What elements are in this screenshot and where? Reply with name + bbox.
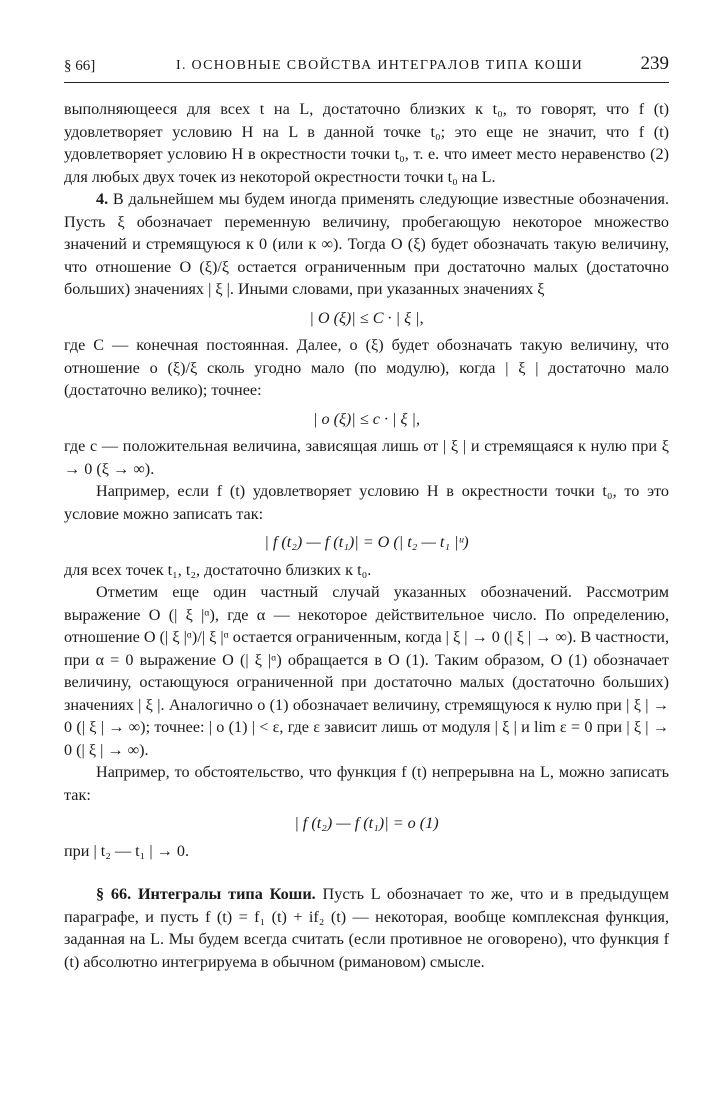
formula-4: | f (t₂) — f (t₁)| = o (1) xyxy=(294,814,439,832)
item-number: 4. xyxy=(96,190,109,208)
header-rule xyxy=(64,82,669,83)
header-title: I. ОСНОВНЫЕ СВОЙСТВА ИНТЕГРАЛОВ ТИПА КОШИ xyxy=(176,58,584,73)
paragraph-6: для всех точек t₁, t₂, достаточно близких к t₀. xyxy=(64,560,372,579)
paragraph-4: где c — положительная величина, зависящая лишь от | ξ | и стремящаяся к нулю при ξ → 0 (ξ → ∞). xyxy=(64,437,669,478)
paragraph-3: где C — конечная постоянная. Далее, o (ξ) будет обозначать такую величину, что отношение o (ξ)/ξ сколь угодно мало (по модулю), когда | ξ | достаточно мало (достаточно велико); точнее: xyxy=(64,336,669,399)
book-page xyxy=(64,52,670,971)
paragraph-7: Отметим еще один частный случай указанных обозначений. Рассмотрим выражение O (| ξ |ᵅ), где α — некоторое действительное число. По определению, отношение O (| ξ |ᵅ)/| ξ |ᵅ остается ограниченным, когда | ξ | → 0 (| ξ | → ∞). В частности, при α = 0 выражение O (| ξ |ᵅ) обращается в O (1). Таким образом, O (1) обозначает величину, остающуюся ограниченной при достаточно малых (достаточно больших) значениях | ξ |. Аналогично o (1) обозначает величину, стремящуюся к нулю при | ξ | → 0 (| ξ | → ∞); точнее: | o (1) | < ε, где ε зависит лишь от модуля | ξ | и lim ε = 0 при | ξ | → 0 (| ξ | → ∞). xyxy=(64,583,669,759)
header-section: § 66] xyxy=(64,58,96,74)
running-header xyxy=(64,52,669,80)
formula-3: | f (t₂) — f (t₁)| = O (| t₂ — t₁ |ᵘ) xyxy=(264,533,469,551)
paragraph-9: при | t₂ — t₁ | → 0. xyxy=(64,841,190,860)
section-gap xyxy=(64,862,669,883)
paragraph-8: Например, то обстоятельство, что функция f (t) непрерывна на L, можно записать так: xyxy=(64,763,669,804)
paragraph-10 xyxy=(64,883,669,973)
paragraph-10-text: Пусть L обозначает то же, что и в предыдущем параграфе, и пусть f (t) = f₁ (t) + if₂ (t) — некоторая, вообще комплексная функция, заданная на L. Мы будем всегда считать (если противное не оговорено), что функция f (t) абсолютно интегрируема в обычном (римановом) смысле. xyxy=(64,885,670,971)
paragraph-2-text: В дальнейшем мы будем иногда применять следующие известные обозначения. Пусть ξ обозначает переменную величину, пробегающую некоторое множество значений и стремящуюся к 0 (или к ∞). Тогда O (ξ) будет обозначать такую величину, что отношение O (ξ)/ξ остается ограниченным при достаточно малых (достаточно больших) значениях | ξ |. Иными словами, при указанных значениях ξ xyxy=(64,190,670,298)
paragraph-2 xyxy=(64,188,669,301)
page-number: 239 xyxy=(640,53,669,74)
paragraph-1: выполняющееся для всех t на L, достаточно близких к t₀, то говорят, что f (t) удовлетворяет условию H на L в данной точке t₀; это еще не значит, что f (t) удовлетворяет условию H в окрестности точки t₀, т. е. что имеет место неравенство (2) для любых двух точек из некоторой окрестности точки t₀ на L. xyxy=(64,100,669,186)
section-heading: § 66. Интегралы типа Коши. xyxy=(96,885,316,903)
formula-2: | o (ξ)| ≤ c · | ξ |, xyxy=(312,409,421,428)
page-body xyxy=(64,98,669,973)
paragraph-5: Например, если f (t) удовлетворяет условию H в окрестности точки t₀, то это условие можно записать так: xyxy=(64,482,669,523)
formula-1: | O (ξ)| ≤ C · | ξ |, xyxy=(309,308,424,327)
